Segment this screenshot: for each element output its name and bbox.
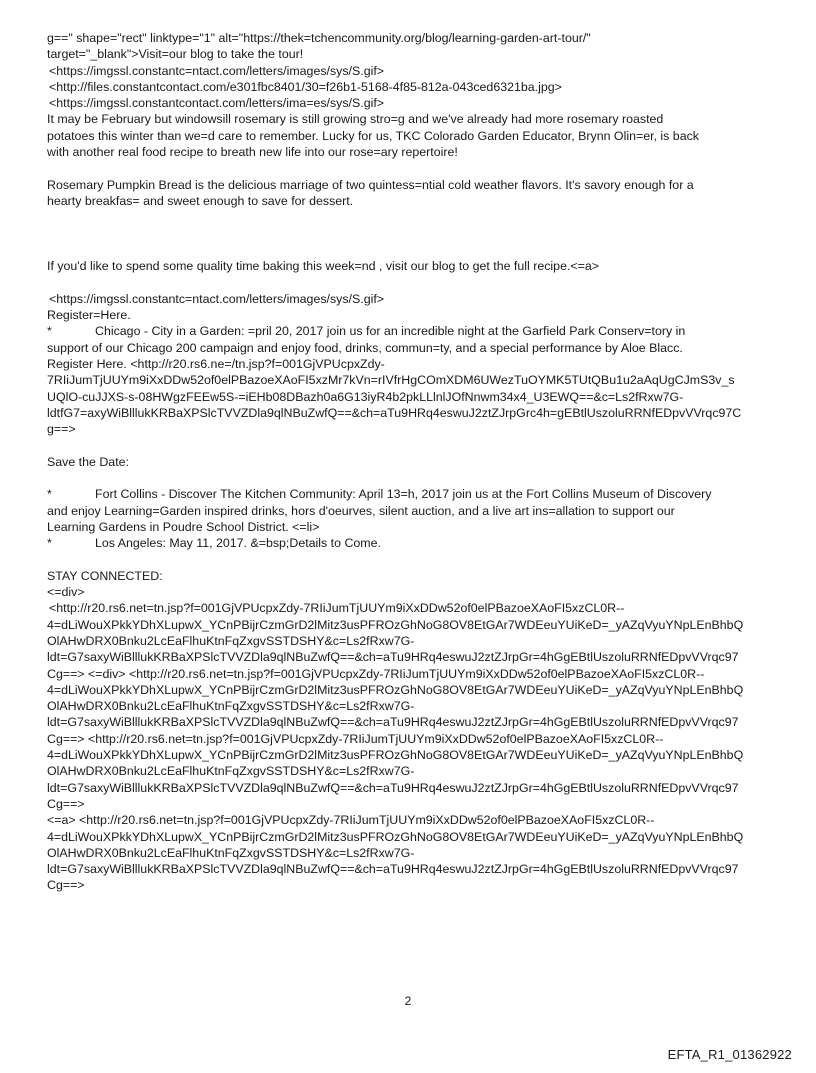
text-line: with another real food recipe to breath new life into our rose=ary repertoire! — [47, 145, 458, 160]
text-line: <https://imgssl.constantc=ntact.com/letters/images/sys/S.gif> — [49, 291, 385, 306]
spacer — [47, 470, 769, 486]
baking-line: If you'd like to spend some quality time baking this week=nd , visit our blog to get the full recipe.<=a> — [47, 259, 600, 274]
page-number: 2 — [404, 994, 412, 1008]
bread-paragraph — [47, 177, 769, 210]
text-line: 4=dLiWouXPkkYDhXLupwX_YCnPBijrCzmGrD2lMitz3usPFROzGhNoG8OV8EtGAr7WDEeuYUiKeD=_yAZqVyuYNpLEnBhbQ — [47, 617, 744, 632]
register-block — [47, 291, 769, 324]
text-line: g==> — [47, 422, 76, 437]
fort-collins-bullet — [47, 486, 769, 535]
text-line: OlAHwDRX0Bnku2LcEaFlhuKtnFqZxgvSSTDSHY&c=Ls2fRxw7G- — [47, 845, 415, 860]
text-line: <https://imgssl.constantc=ntact.com/letters/images/sys/S.gif> — [49, 63, 385, 78]
text-line: OlAHwDRX0Bnku2LcEaFlhuKtnFqZxgvSSTDSHY&c=Ls2fRxw7G- — [47, 633, 415, 648]
text-line: target="_blank">Visit=our blog to take the tour! — [47, 47, 304, 62]
spacer — [47, 160, 769, 176]
text-line: ldt=G7saxyWiBlllukKRBaXPSlcTVVZDla9qlNBuZwfQ==&ch=aTu9HRq4eswuJ2ztZJrpGr=4hGgEBtlUszoluRRNfEDpvVVrqc97 — [47, 862, 739, 877]
text-line: ldt=G7saxyWiBlllukKRBaXPSlcTVVZDla9qlNBuZwfQ==&ch=aTu9HRq4eswuJ2ztZJrpGr=4hGgEBtlUszoluRRNfEDpvVVrqc97 — [47, 650, 739, 665]
text-line: ldt=G7saxyWiBlllukKRBaXPSlcTVVZDla9qlNBuZwfQ==&ch=aTu9HRq4eswuJ2ztZJrpGr=4hGgEBtlUszoluRRNfEDpvVVrqc97 — [47, 780, 739, 795]
text-line: It may be February but windowsill rosemary is still growing stro=g and we've already had more rosemary roasted — [47, 112, 664, 127]
text-line: Cg==> — [47, 796, 85, 811]
text-line: potatoes this winter than we=d care to remember. Lucky for us, TKC Colorado Garden Educator, Brynn Olin=er, is back — [47, 128, 699, 143]
text-line: Cg==> <http://r20.rs6.net=tn.jsp?f=001GjVPUcpxZdy-7RIiJumTjUUYm9iXxDDw52of0elPBazoeXAoFI5xzCL0R-- — [47, 731, 664, 746]
text-line: <https://imgssl.constantcontact.com/letters/ima=es/sys/S.gif> — [49, 96, 385, 111]
text-line: 4=dLiWouXPkkYDhXLupwX_YCnPBijrCzmGrD2lMitz3usPFROzGhNoG8OV8EtGAr7WDEeuYUiKeD=_yAZqVyuYNpLEnBhbQ — [47, 682, 744, 697]
text-line: Register=Here. — [47, 308, 131, 323]
intro-block — [47, 30, 769, 160]
text-line: <http://r20.rs6.net=tn.jsp?f=001GjVPUcpxZdy-7RIiJumTjUUYm9iXxDDw52of0elPBazoeXAoFI5xzCL0R-- — [49, 601, 625, 616]
text-line: OlAHwDRX0Bnku2LcEaFlhuKtnFqZxgvSSTDSHY&c=Ls2fRxw7G- — [47, 764, 415, 779]
text-line: Cg==> <=div> <http://r20.rs6.net=tn.jsp?f=001GjVPUcpxZdy-7RIiJumTjUUYm9iXxDDw52of0elPBazoeXAoFI5xzCL0R-- — [47, 666, 705, 681]
bullet-text: Fort Collins - Discover The Kitchen Community: April 13=h, 2017 join us at the Fort Collins Museum of Discovery — [95, 487, 712, 502]
text-line: <=div> — [47, 585, 85, 600]
text-line: UQlO-cuJJXS-s-08HWgzFEEw5S-=iEHb08DBazh0a6G13iyR4b2pkLLlnlJOfNnwm34x4_U3EWQ==&c=Ls2fRxw7G- — [47, 389, 684, 404]
spacer — [47, 242, 769, 258]
text-line: OlAHwDRX0Bnku2LcEaFlhuKtnFqZxgvSSTDSHY&c=Ls2fRxw7G- — [47, 699, 415, 714]
text-line: <http://files.constantcontact.com/e301fbc8401/30=f26b1-5168-4f85-812a-043ced6321ba.jpg> — [49, 79, 562, 94]
chicago-bullet — [47, 323, 769, 437]
text-line: ldtfG7=axyWiBlllukKRBaXPSlcTVVZDla9qlNBuZwfQ==&ch=aTu9HRq4eswuJ2ztZJrpGrc4h=gEBtlUszoluRRNfEDpvVVrqc97C — [47, 405, 742, 420]
text-line: support of our Chicago 200 campaign and enjoy food, drinks, commun=ty, and a special performance by Aloe Blacc. — [47, 340, 683, 355]
bullet-star: * — [47, 487, 52, 502]
text-line: ldt=G7saxyWiBlllukKRBaXPSlcTVVZDla9qlNBuZwfQ==&ch=aTu9HRq4eswuJ2ztZJrpGr=4hGgEBtlUszoluRRNfEDpvVVrqc97 — [47, 715, 739, 730]
text-line: hearty breakfas= and sweet enough to save for dessert. — [47, 193, 354, 208]
spacer — [47, 274, 769, 290]
text-line: <=a> <http://r20.rs6.net=tn.jsp?f=001GjVPUcpxZdy-7RIiJumTjUUYm9iXxDDw52of0elPBazoeXAoFI5xzCL0R-- — [47, 813, 655, 828]
spacer — [47, 437, 769, 453]
text-line: Register Here. <http://r20.rs6.ne=/tn.jsp?f=001GjVPUcpxZdy- — [47, 356, 385, 371]
bullet-star: * — [47, 324, 52, 339]
document-id-footer: EFTA_R1_01362922 — [667, 1047, 792, 1062]
text-line: and enjoy Learning=Garden inspired drinks, hors d'oeurves, silent auction, and a live art ins=allation to support our — [47, 503, 675, 518]
text-line: 7RIiJumTjUUYm9iXxDDw52of0elPBazoeXAoFI5xzMr7kVn=rIVfrHgCOmXDM6UWezTuOYMK5TUtQBu1u2aAqUgCJmS3v_s — [47, 373, 735, 388]
stay-connected-block — [47, 568, 769, 894]
text-line: Cg==> — [47, 878, 85, 893]
save-the-date-heading: Save the Date: — [47, 454, 129, 469]
bullet-text: Los Angeles: May 11, 2017. &=bsp;Details to Come. — [95, 536, 381, 551]
text-line: g==" shape="rect" linktype="1" alt="https://thek=tchencommunity.org/blog/learning-garden-art-tour/" — [47, 31, 591, 45]
text-line: 4=dLiWouXPkkYDhXLupwX_YCnPBijrCzmGrD2lMitz3usPFROzGhNoG8OV8EtGAr7WDEeuYUiKeD=_yAZqVyuYNpLEnBhbQ — [47, 748, 744, 763]
text-line: Rosemary Pumpkin Bread is the delicious marriage of two quintess=ntial cold weather flavors. It's savory enough for a — [47, 177, 694, 192]
text-line: Learning Gardens in Poudre School District. <=li> — [47, 519, 320, 534]
document-page — [47, 30, 769, 894]
bullet-text: Chicago - City in a Garden: =pril 20, 2017 join us for an incredible night at the Garfield Park Conserv=tory in — [95, 324, 686, 339]
stay-connected-heading: STAY CONNECTED: — [47, 568, 163, 583]
bullet-star: * — [47, 536, 52, 551]
text-line: 4=dLiWouXPkkYDhXLupwX_YCnPBijrCzmGrD2lMitz3usPFROzGhNoG8OV8EtGAr7WDEeuYUiKeD=_yAZqVyuYNpLEnBhbQ — [47, 829, 744, 844]
la-bullet — [47, 535, 769, 551]
spacer — [47, 209, 769, 242]
spacer — [47, 552, 769, 568]
